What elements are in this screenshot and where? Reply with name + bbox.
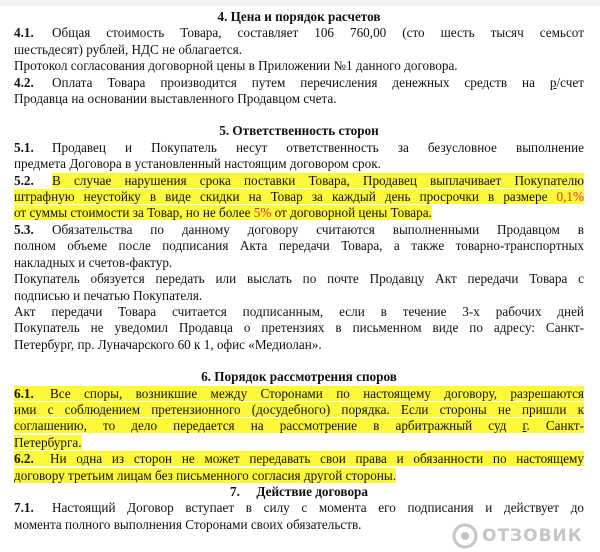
clause-5-1-cont: предмета Договора в установленный настоящим договором срок. [14,156,381,172]
clause-7-1: 7.1. Настоящий Договор вступает в силу с момента его подписания и действует до [14,500,584,516]
clause-6-1: 6.1. Все споры, возникшие между Сторонами по настоящему договору, разрешаются [14,385,584,401]
clause-4-2-cont: Продавца на основании выставленного Продавцом счета. [14,91,337,107]
otzovik-logo-icon [452,523,478,549]
clause-4-1-cont: шестьдесят) рублей, НДС не облагается. [14,41,243,57]
clause-4-1: 4.1. Общая стоимость Товара, составляет 106 760,00 (сто шесть тысяч семьсот [14,25,584,41]
clause-number: 6.2. [14,451,34,467]
clause-6-1-cont2: соглашению, то дело передается на рассмотрение в арбитражный суд г. Санкт- [14,418,584,434]
clause-number: 6.1. [14,385,34,401]
section-5-title: 5. Ответственность сторон [219,123,379,139]
clause-4-1-protocol: Протокол согласования договорной цены в Приложении №1 данного договора. [14,58,458,74]
clause-6-2: 6.2. Ни одна из сторон не может передавать свои права и обязанности по настоящему [14,451,584,467]
clause-number: 5.2. [14,172,34,188]
otzovik-watermark [452,522,594,550]
clause-6-1-cont3: Петербурга. [14,434,82,450]
clause-5-3: 5.3. Обязательства по данному договору считаются выполненными Продавцом в [14,221,584,237]
clause-number: 4.2. [14,74,34,90]
clause-4-2: 4.2. Оплата Товара производится путем перечисления денежных средств на р/счет [14,74,584,90]
act-signed-cont: Покупатель не уведомил Продавца о претензиях в письменном виде по адресу: Санкт- [14,320,584,336]
act-signed: Акт передачи Товара считается подписанным, если в течение 3-х рабочих дней [14,303,584,319]
clause-6-2-cont: договору третьим лицам без письменного согласия другой стороны. [14,467,397,483]
clause-number: 5.3. [14,221,34,237]
clause-7-1-cont: момента полного выполнения Сторонами своих обязательств. [14,516,362,532]
clause-5-2 [14,173,584,189]
act-signed-address: Петербург, пр. Луначарского 60 к 1, офис «Медиолан». [14,336,322,352]
section-7-title: 7. Действие договора [229,483,368,499]
clause-number: 5.1. [14,139,34,155]
clause-5-3-cont: полном объеме после подписания Акта передачи Товара, а также товарно-транспортных [14,238,584,254]
highlighted-text: В случае нарушения срока поставки Товара, Продавец выплачивает Покупателю [52,172,584,188]
watermark-text: ОТЗОВИК [482,525,583,546]
penalty-rate: 0,1% [556,189,584,205]
buyer-duty: Покупатель обязуется передать или выслать по почте Продавцу Акт передачи Товара с [14,271,584,287]
clause-number: 4.1. [14,25,34,41]
top-strip [0,0,600,6]
clause-number: 7.1. [14,500,34,516]
clause-5-3-cont2: накладных и счетов-фактур. [14,254,173,270]
clause-6-1-cont: ими с соблюдением претензионного (досудебного) порядка. Если стороны не пришли к [14,401,584,417]
clause-5-2-cont2: от суммы стоимости за Товар, но не более 5% от договорной цены Товара. [14,205,432,221]
penalty-cap: 5% [253,205,272,221]
clause-5-2-cont: штрафную неустойку в виде скидки на Товар за каждый день просрочки в размере 0,1% [14,189,584,205]
document-content [14,9,584,533]
section-6-title: 6. Порядок рассмотрения споров [201,369,397,385]
buyer-duty-cont: подписью и печатью Покупателя. [14,287,203,303]
section-4-title: 4. Цена и порядок расчетов [217,9,381,24]
clause-5-1: 5.1. Продавец и Покупатель несут ответственность за безусловное выполнение [14,139,584,155]
